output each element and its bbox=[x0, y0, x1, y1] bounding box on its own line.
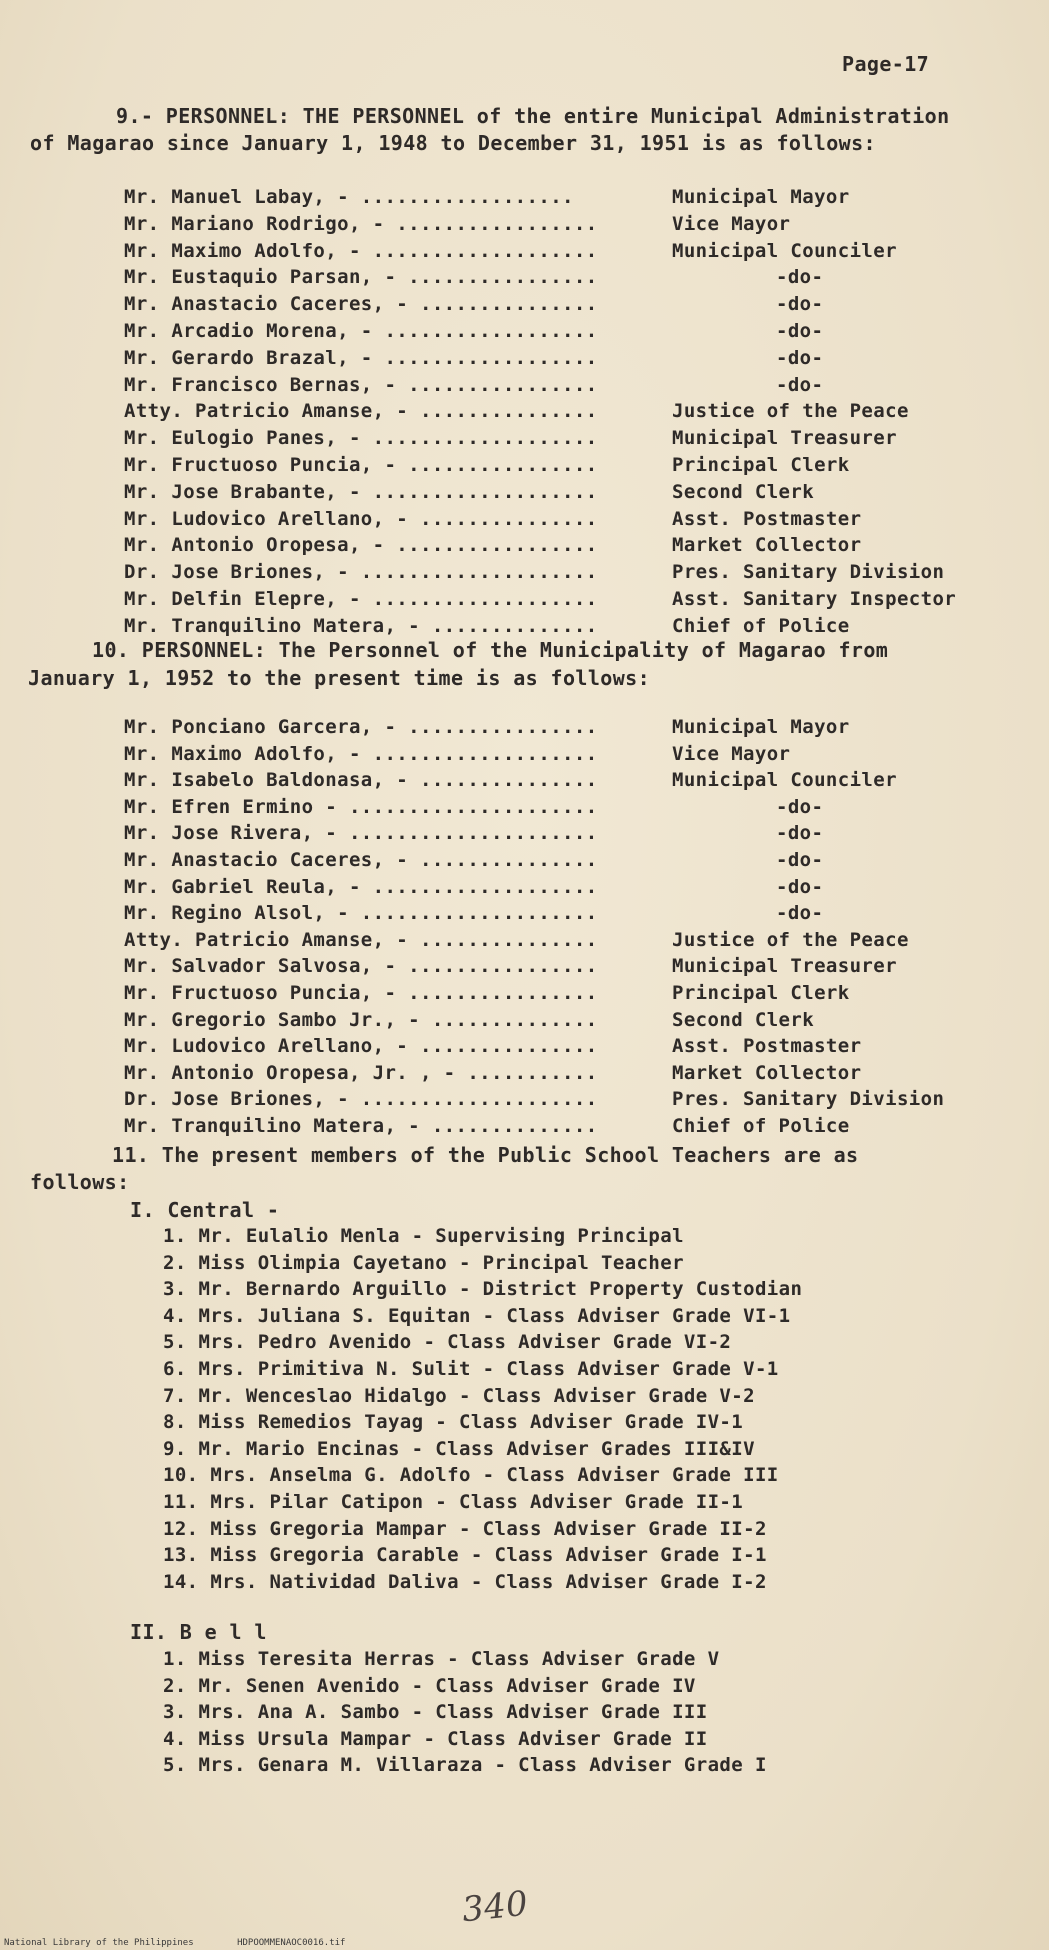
personnel-name: Mr. Efren Ermino - ..................... bbox=[124, 795, 598, 818]
personnel-position: Pres. Sanitary Division bbox=[672, 1088, 945, 1111]
personnel-name: Mr. Arcadio Morena, - .................. bbox=[124, 320, 598, 342]
personnel-row bbox=[124, 1009, 1004, 1035]
personnel-row bbox=[124, 849, 1004, 875]
teacher-entry: 6. Mrs. Primitiva N. Sulit - Class Adviser Grade V-1 bbox=[163, 1358, 779, 1380]
personnel-position: Municipal Counciler bbox=[672, 769, 897, 792]
personnel-name: Mr. Eulogio Panes, - ................... bbox=[124, 427, 598, 450]
personnel-position: -do- bbox=[776, 266, 824, 289]
personnel-row bbox=[124, 796, 1004, 822]
personnel-name: Mr. Antonio Oropesa, Jr. , - ........... bbox=[124, 1061, 598, 1084]
personnel-row bbox=[124, 508, 1004, 534]
personnel-row bbox=[124, 955, 1004, 981]
personnel-row bbox=[124, 561, 1004, 587]
teacher-entry: 2. Miss Olimpia Cayetano - Principal Teacher bbox=[163, 1251, 684, 1274]
personnel-name: Mr. Manuel Labay, - .................. bbox=[124, 186, 574, 208]
personnel-position: Principal Clerk bbox=[672, 982, 850, 1004]
central-school-heading: I. Central - bbox=[130, 1198, 280, 1222]
personnel-row bbox=[124, 769, 1004, 795]
personnel-position: Principal Clerk bbox=[672, 454, 850, 476]
teacher-entry: 3. Mr. Bernardo Arguillo - District Property Custodian bbox=[163, 1278, 803, 1301]
personnel-position: -do- bbox=[776, 795, 824, 818]
personnel-position: -do- bbox=[776, 902, 824, 925]
personnel-row bbox=[124, 982, 1004, 1008]
teacher-entry: 9. Mr. Mario Encinas - Class Adviser Grades III&IV bbox=[163, 1437, 755, 1460]
teacher-entry: 10. Mrs. Anselma G. Adolfo - Class Adviser Grade III bbox=[163, 1464, 779, 1487]
section11-intro-line1: 11. The present members of the Public School Teachers are as bbox=[112, 1143, 859, 1167]
personnel-position: Municipal Treasurer bbox=[672, 955, 897, 978]
personnel-name: Dr. Jose Briones, - .................... bbox=[124, 1088, 598, 1111]
personnel-row bbox=[124, 743, 1004, 769]
personnel-position: -do- bbox=[776, 373, 824, 396]
teacher-entry: 5. Mrs. Pedro Avenido - Class Adviser Grade VI-2 bbox=[163, 1331, 732, 1354]
teacher-entry: 14. Mrs. Natividad Daliva - Class Adviser Grade I-2 bbox=[163, 1570, 767, 1593]
personnel-position: Asst. Postmaster bbox=[672, 1035, 862, 1058]
personnel-row bbox=[124, 347, 1004, 373]
bell-school-heading: II. B e l l bbox=[130, 1620, 267, 1644]
personnel-row bbox=[124, 822, 1004, 848]
personnel-name: Mr. Maximo Adolfo, - ................... bbox=[124, 239, 598, 262]
personnel-row bbox=[124, 186, 1004, 212]
page-number: Page-17 bbox=[842, 52, 930, 76]
personnel-position: Chief of Police bbox=[672, 1115, 850, 1137]
personnel-row bbox=[124, 615, 1004, 641]
personnel-position: Vice Mayor bbox=[672, 212, 791, 235]
personnel-name: Mr. Fructuoso Puncia, - ................ bbox=[124, 454, 598, 476]
personnel-name: Mr. Anastacio Caceres, - ............... bbox=[124, 293, 598, 316]
teacher-entry: 2. Mr. Senen Avenido - Class Adviser Grade IV bbox=[163, 1674, 696, 1697]
personnel-position: Market Collector bbox=[672, 1061, 862, 1084]
personnel-position: Asst. Postmaster bbox=[672, 507, 862, 530]
section10-intro-line2: January 1, 1952 to the present time is as follows: bbox=[28, 666, 651, 690]
personnel-position: Justice of the Peace bbox=[672, 928, 909, 951]
personnel-name: Mr. Tranquilino Matera, - .............. bbox=[124, 614, 598, 637]
personnel-position: Vice Mayor bbox=[672, 742, 791, 765]
personnel-name: Mr. Jose Brabante, - ................... bbox=[124, 480, 598, 503]
personnel-row bbox=[124, 240, 1004, 266]
personnel-name: Mr. Anastacio Caceres, - ............... bbox=[124, 849, 598, 871]
personnel-row bbox=[124, 902, 1004, 928]
personnel-name: Mr. Ponciano Garcera, - ................ bbox=[124, 716, 598, 738]
personnel-name: Dr. Jose Briones, - .................... bbox=[124, 561, 598, 584]
personnel-row bbox=[124, 534, 1004, 560]
personnel-row bbox=[124, 374, 1004, 400]
personnel-position: -do- bbox=[776, 320, 824, 342]
teacher-entry: 7. Mr. Wenceslao Hidalgo - Class Adviser Grade V-2 bbox=[163, 1384, 755, 1407]
personnel-name: Mr. Jose Rivera, - ..................... bbox=[124, 822, 598, 845]
section9-intro-line1: 9.- PERSONNEL: THE PERSONNEL of the entire Municipal Administration bbox=[116, 104, 950, 128]
personnel-position: -do- bbox=[776, 346, 824, 369]
personnel-row bbox=[124, 293, 1004, 319]
personnel-row bbox=[124, 1115, 1004, 1141]
personnel-name: Mr. Francisco Bernas, - ................ bbox=[124, 373, 598, 396]
personnel-name: Mr. Ludovico Arellano, - ............... bbox=[124, 1035, 598, 1058]
teacher-entry: 3. Mrs. Ana A. Sambo - Class Adviser Grade III bbox=[163, 1701, 708, 1724]
personnel-row bbox=[124, 716, 1004, 742]
personnel-name: Mr. Mariano Rodrigo, - ................. bbox=[124, 212, 598, 235]
personnel-position: Market Collector bbox=[672, 534, 862, 557]
personnel-position: Municipal Mayor bbox=[672, 716, 850, 738]
personnel-name: Mr. Isabelo Baldonasa, - ............... bbox=[124, 769, 598, 792]
personnel-name: Mr. Salvador Salvosa, - ................ bbox=[124, 955, 598, 978]
personnel-position: Chief of Police bbox=[672, 614, 850, 637]
footer-library: National Library of the Philippines bbox=[4, 1938, 194, 1948]
personnel-row bbox=[124, 427, 1004, 453]
personnel-position: Justice of the Peace bbox=[672, 400, 909, 423]
personnel-row bbox=[124, 320, 1004, 346]
personnel-row bbox=[124, 929, 1004, 955]
personnel-row bbox=[124, 266, 1004, 292]
section9-intro-line2: of Magarao since January 1, 1948 to December 31, 1951 is as follows: bbox=[30, 131, 876, 155]
handwritten-page-number: 340 bbox=[460, 1883, 531, 1931]
personnel-name: Atty. Patricio Amanse, - ............... bbox=[124, 928, 598, 951]
personnel-position: Asst. Sanitary Inspector bbox=[672, 588, 957, 610]
personnel-name: Mr. Eustaquio Parsan, - ................ bbox=[124, 266, 598, 289]
teacher-entry: 4. Mrs. Juliana S. Equitan - Class Adviser Grade VI-1 bbox=[163, 1304, 791, 1327]
teacher-entry: 11. Mrs. Pilar Catipon - Class Adviser Grade II-1 bbox=[163, 1491, 744, 1513]
personnel-position: Second Clerk bbox=[672, 480, 815, 503]
personnel-name: Atty. Patricio Amanse, - ............... bbox=[124, 400, 598, 423]
personnel-name: Mr. Tranquilino Matera, - .............. bbox=[124, 1115, 598, 1137]
teacher-entry: 1. Miss Teresita Herras - Class Adviser Grade V bbox=[163, 1648, 720, 1670]
personnel-row bbox=[124, 400, 1004, 426]
personnel-row bbox=[124, 876, 1004, 902]
personnel-position: -do- bbox=[776, 849, 824, 871]
teacher-entry: 5. Mrs. Genara M. Villaraza - Class Adviser Grade I bbox=[163, 1754, 767, 1777]
personnel-row bbox=[124, 588, 1004, 614]
personnel-name: Mr. Maximo Adolfo, - ................... bbox=[124, 742, 598, 765]
section11-intro-line2: follows: bbox=[30, 1170, 130, 1194]
personnel-position: Municipal Mayor bbox=[672, 186, 850, 208]
personnel-position: Pres. Sanitary Division bbox=[672, 561, 945, 584]
teacher-entry: 4. Miss Ursula Mampar - Class Adviser Grade II bbox=[163, 1727, 708, 1750]
teacher-entry: 1. Mr. Eulalio Menla - Supervising Principal bbox=[163, 1225, 684, 1247]
personnel-name: Mr. Gregorio Sambo Jr., - .............. bbox=[124, 1008, 598, 1031]
personnel-name: Mr. Ludovico Arellano, - ............... bbox=[124, 507, 598, 530]
personnel-row bbox=[124, 1062, 1004, 1088]
personnel-name: Mr. Delfin Elepre, - ................... bbox=[124, 588, 598, 610]
teacher-entry: 8. Miss Remedios Tayag - Class Adviser Grade IV-1 bbox=[163, 1411, 744, 1434]
personnel-name: Mr. Gerardo Brazal, - .................. bbox=[124, 346, 598, 369]
personnel-row bbox=[124, 454, 1004, 480]
personnel-position: Municipal Treasurer bbox=[672, 427, 897, 450]
personnel-position: -do- bbox=[776, 875, 824, 898]
teacher-entry: 13. Miss Gregoria Carable - Class Adviser Grade I-1 bbox=[163, 1544, 767, 1567]
personnel-name: Mr. Gabriel Reula, - ................... bbox=[124, 875, 598, 898]
footer bbox=[4, 1938, 383, 1948]
section10-intro-line1: 10. PERSONNEL: The Personnel of the Municipality of Magarao from bbox=[92, 638, 889, 662]
personnel-row bbox=[124, 1088, 1004, 1114]
personnel-name: Mr. Regino Alsol, - .................... bbox=[124, 902, 598, 925]
personnel-row bbox=[124, 481, 1004, 507]
personnel-name: Mr. Antonio Oropesa, - ................. bbox=[124, 534, 598, 557]
personnel-position: -do- bbox=[776, 293, 824, 316]
personnel-row bbox=[124, 213, 1004, 239]
personnel-position: Municipal Counciler bbox=[672, 239, 897, 262]
personnel-position: Second Clerk bbox=[672, 1008, 815, 1031]
personnel-position: -do- bbox=[776, 822, 824, 845]
personnel-name: Mr. Fructuoso Puncia, - ................ bbox=[124, 982, 598, 1004]
teacher-entry: 12. Miss Gregoria Mampar - Class Adviser Grade II-2 bbox=[163, 1517, 767, 1540]
personnel-row bbox=[124, 1035, 1004, 1061]
footer-filename: HDPOOMMENAOC0016.tif bbox=[237, 1938, 346, 1948]
